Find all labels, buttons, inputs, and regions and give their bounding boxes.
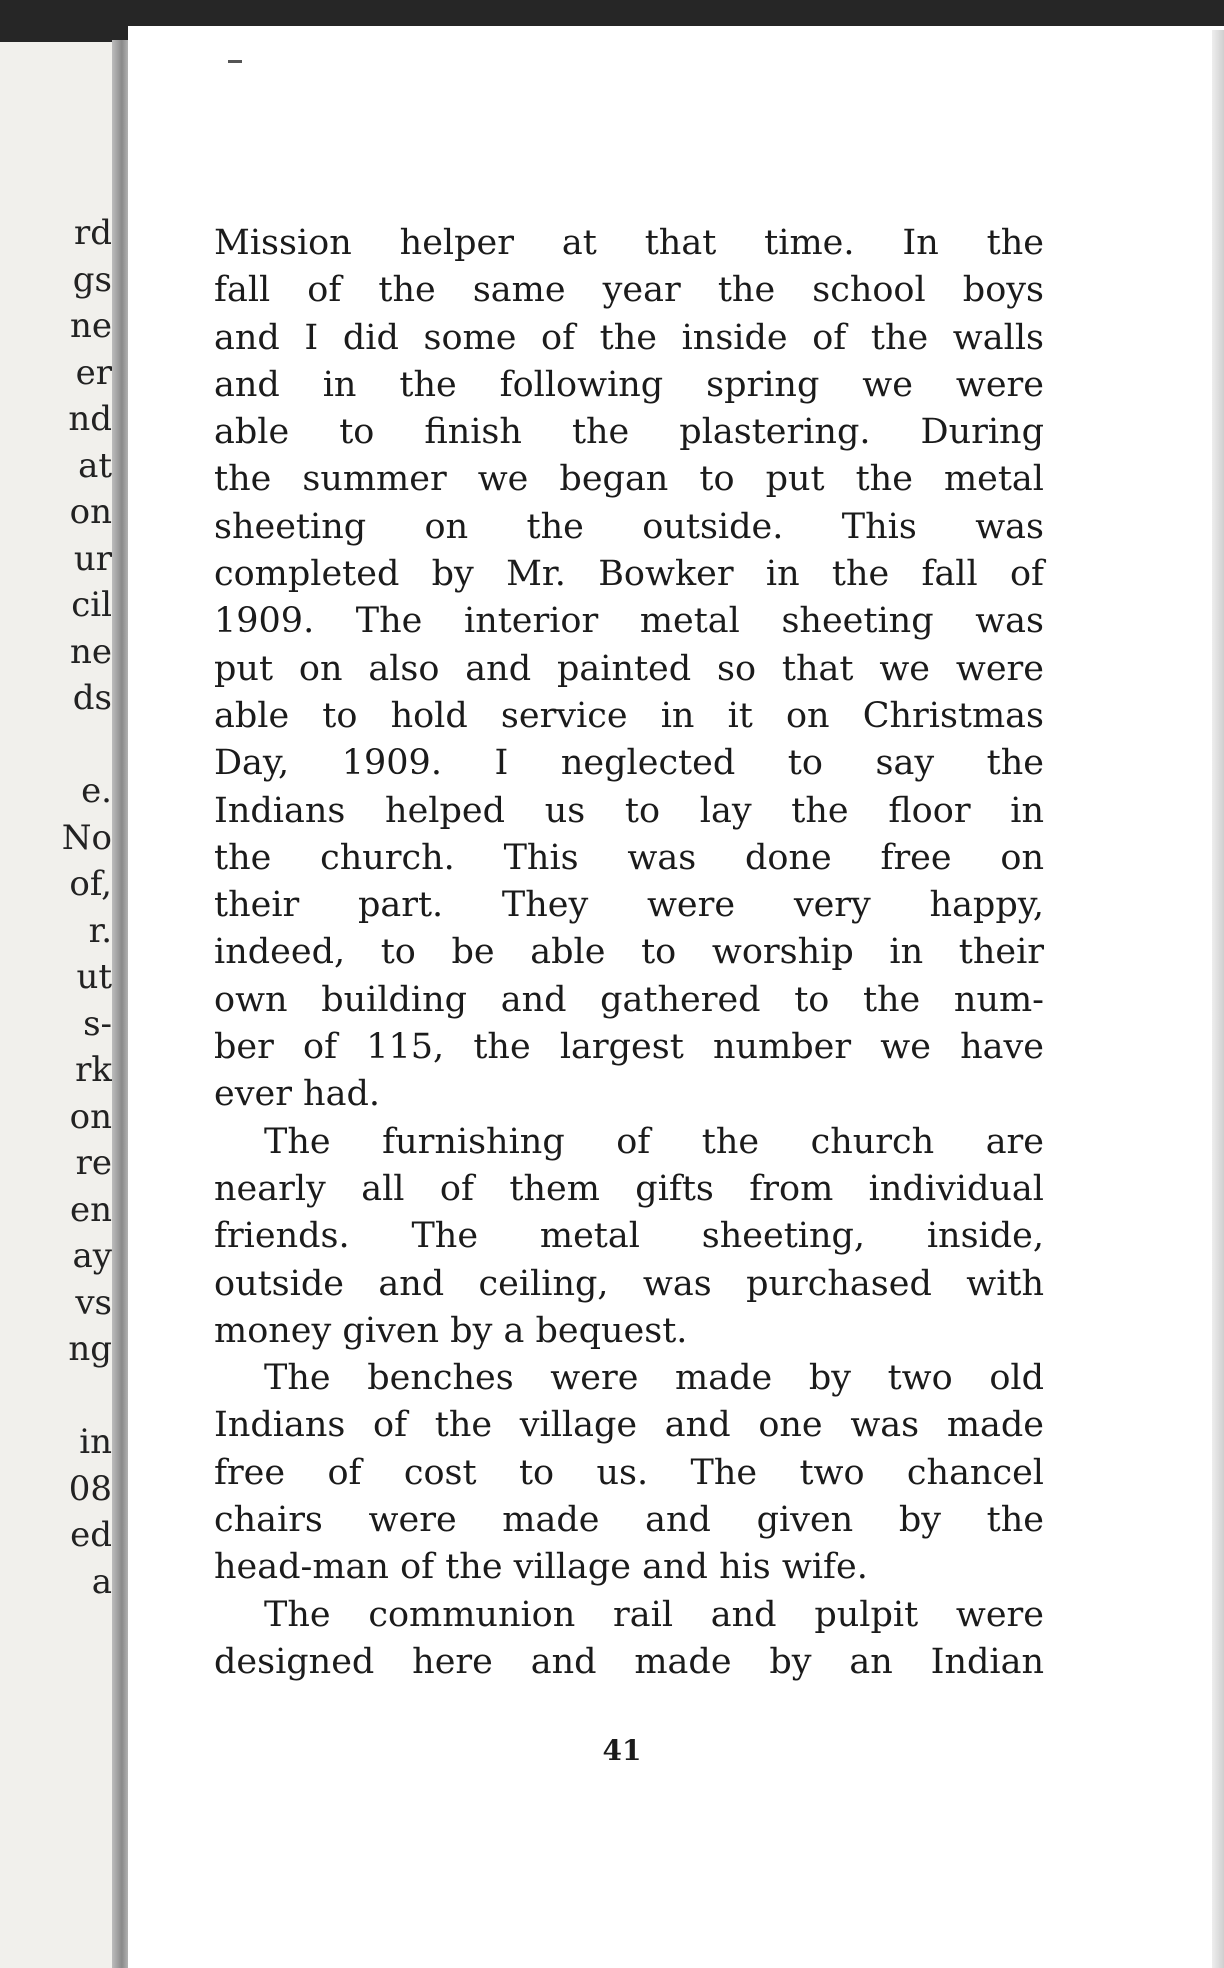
text-line: put on also and painted so that we were: [214, 648, 1044, 689]
left-page-fragment: r.: [88, 910, 112, 951]
text-line: own building and gathered to the num-: [214, 979, 1044, 1020]
text-line: their part. They were very happy,: [214, 885, 1044, 926]
left-page-fragment: a: [91, 1561, 112, 1602]
left-page-fragment: s-: [83, 1003, 112, 1044]
text-line: Mission helper at that time. In the: [214, 223, 1044, 263]
left-page-fragment: on: [69, 1096, 112, 1137]
text-line: indeed, to be able to worship in their: [214, 932, 1044, 973]
text-line: The communion rail and pulpit were: [264, 1594, 1044, 1635]
left-page-fragment: ut: [76, 957, 112, 997]
text-line: completed by Mr. Bowker in the fall of: [214, 554, 1044, 595]
text-line: able to hold service in it on Christmas: [214, 695, 1044, 736]
right-page: [128, 26, 1224, 1968]
page-mark: [228, 60, 242, 63]
left-page-fragment: at: [78, 445, 112, 486]
text-line: able to finish the plastering. During: [214, 412, 1044, 453]
text-line: money given by a bequest.: [214, 1310, 688, 1351]
left-page-fragment: re: [75, 1143, 112, 1183]
text-line: and I did some of the inside of the walls: [214, 317, 1044, 358]
left-page-fragment: er: [75, 352, 112, 393]
text-line: head-man of the village and his wife.: [214, 1547, 868, 1588]
left-page-fragment: ne: [69, 306, 112, 346]
text-line: ever had.: [214, 1074, 380, 1115]
left-page-fragment: ay: [72, 1236, 112, 1276]
text-line: chairs were made and given by the: [214, 1500, 1044, 1541]
left-page-fragment: ne: [69, 631, 112, 672]
text-line: ber of 115, the largest number we have: [214, 1027, 1044, 1068]
page-edge: [1212, 30, 1224, 1968]
left-page-fragment: ur: [73, 538, 112, 579]
left-page-fragment: ng: [68, 1329, 112, 1369]
left-page-fragment: 08: [68, 1468, 112, 1509]
text-line: sheeting on the outside. This was: [214, 506, 1044, 547]
text-line: designed here and made by an Indian: [214, 1641, 1044, 1682]
text-line: free of cost to us. The two chancel: [214, 1452, 1044, 1493]
text-line: outside and ceiling, was purchased with: [214, 1263, 1044, 1304]
left-page-fragment: ds: [72, 678, 112, 718]
left-page-fragment: on: [69, 492, 112, 532]
left-page-fragment: vs: [75, 1282, 112, 1323]
text-line: The benches were made by two old: [264, 1358, 1044, 1399]
left-page-fragment: in: [79, 1422, 112, 1462]
left-page-fragment: No: [61, 817, 112, 858]
left-page-fragment: e.: [81, 771, 112, 811]
body-text: [214, 220, 1044, 1686]
left-page-fragment: cil: [71, 585, 112, 625]
left-page-fragment: rk: [75, 1050, 112, 1090]
text-line: Indians helped us to lay the floor in: [214, 790, 1044, 831]
text-line: fall of the same year the school boys: [214, 270, 1044, 311]
page-number: 41: [602, 1734, 642, 1767]
left-page-fragment: ed: [70, 1515, 112, 1555]
text-line: 1909. The interior metal sheeting was: [214, 601, 1044, 642]
left-page-fragment: gs: [72, 259, 112, 300]
text-line: Indians of the village and one was made: [214, 1405, 1044, 1446]
text-line: The furnishing of the church are: [264, 1121, 1044, 1162]
left-page-fragment: of,: [69, 864, 112, 904]
text-line: the summer we began to put the metal: [214, 459, 1044, 500]
left-page-fragment: nd: [68, 399, 112, 439]
text-line: and in the following spring we were: [214, 364, 1044, 405]
text-line: nearly all of them gifts from individual: [214, 1168, 1044, 1209]
text-line: Day, 1909. I neglected to say the: [214, 743, 1044, 784]
text-line: the church. This was done free on: [214, 837, 1044, 878]
left-page-fragment: rd: [73, 213, 112, 253]
text-line: friends. The metal sheeting, inside,: [214, 1216, 1044, 1257]
left-page-fragment: en: [69, 1189, 112, 1230]
left-page: [0, 42, 118, 1968]
